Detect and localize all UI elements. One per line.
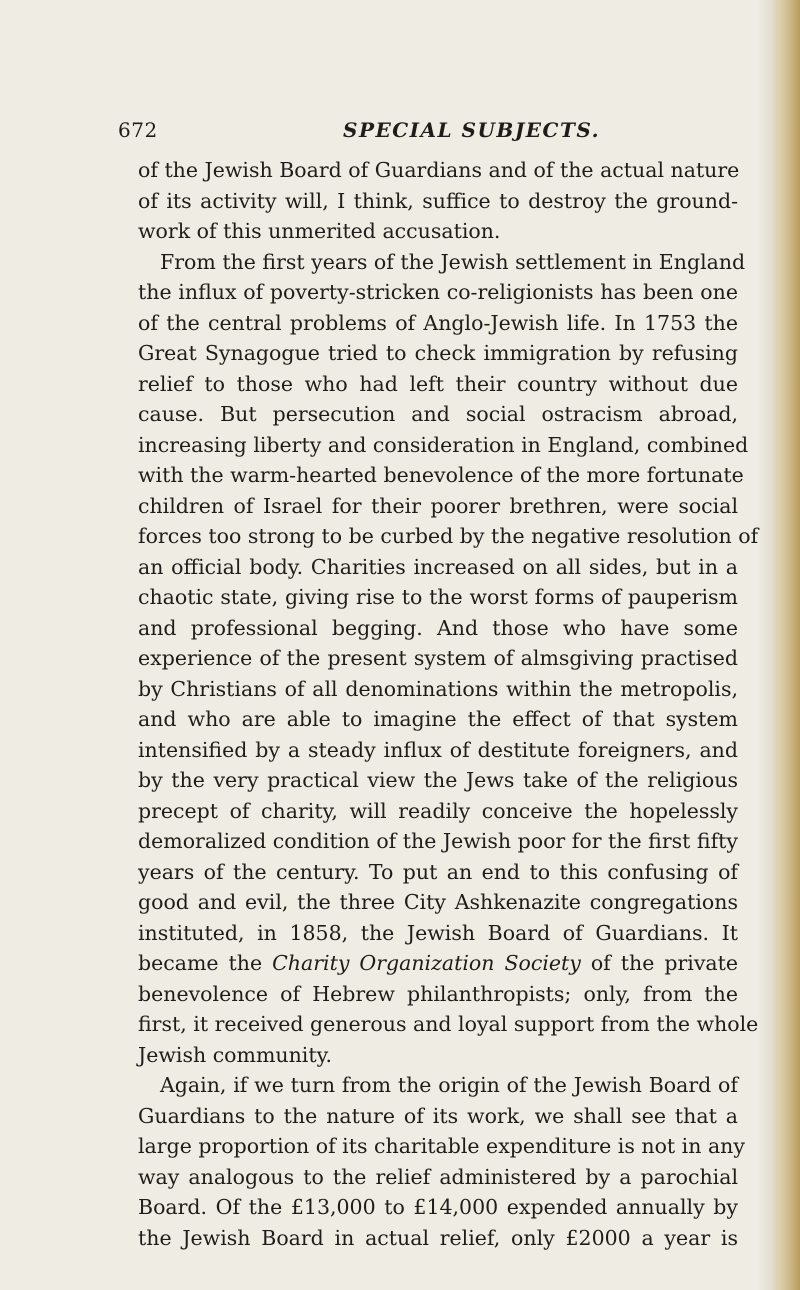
text-line: by Christians of all denominations within the metropolis,: [138, 676, 738, 701]
text-line: Board. Of the £13,000 to £14,000 expended annually by: [138, 1195, 738, 1219]
text-line: way analogous to the relief administered by a parochial: [138, 1164, 738, 1189]
text-fragment: of the private: [580, 951, 738, 975]
text-line: years of the century. To put an end to this confusing of: [138, 859, 738, 884]
text-line: the influx of poverty-stricken co-religionists has been one: [138, 280, 738, 304]
text-line: good and evil, the three City Ashkenazite congregations: [138, 890, 738, 914]
page-number: 672: [118, 118, 158, 142]
running-title: SPECIAL SUBJECTS.: [343, 118, 601, 142]
text-line: forces too strong to be curbed by the negative resolution of: [138, 524, 759, 548]
page-edge-shadow: [758, 0, 770, 1290]
text-line: instituted, in 1858, the Jewish Board of Guardians. It: [138, 920, 738, 945]
italic-society-name: Charity Organization Society: [272, 951, 581, 975]
page-edge: [770, 0, 800, 1290]
text-line: increasing liberty and consideration in England, combined: [138, 432, 749, 457]
text-line: by the very practical view the Jews take of the religious: [138, 768, 738, 792]
text-line: demoralized condition of the Jewish poor for the first fifty: [138, 829, 738, 853]
text-line: large proportion of its charitable expenditure is not in any: [138, 1134, 745, 1158]
text-line: first, it received generous and loyal support from the whole: [138, 1012, 759, 1036]
text-line: the Jewish Board in actual relief, only £2000 a year is: [138, 1225, 738, 1250]
text-line: benevolence of Hebrew philanthropists; only, from the: [138, 981, 738, 1006]
text-line-mixed: [138, 948, 738, 979]
text-line: From the first years of the Jewish settlement in England: [160, 249, 746, 274]
text-line: precept of charity, will readily conceive the hopelessly: [138, 798, 738, 823]
text-line: of the central problems of Anglo-Jewish life. In 1753 the: [138, 310, 738, 335]
running-head: [118, 118, 758, 146]
text-line: Great Synagogue tried to check immigration by refusing: [138, 341, 738, 365]
text-line: cause. But persecution and social ostracism abroad,: [138, 402, 738, 426]
text-line: Jewish community.: [138, 1042, 332, 1067]
text-fragment: became the: [138, 951, 273, 975]
text-line: Guardians to the nature of its work, we shall see that a: [138, 1103, 738, 1128]
text-line: intensified by a steady influx of destitute foreigners, and: [138, 737, 738, 762]
text-line: and professional begging. And those who have some: [138, 615, 738, 640]
body-text: [138, 155, 759, 1253]
text-line: with the warm-hearted benevolence of the more fortunate: [138, 463, 744, 487]
text-line: Again, if we turn from the origin of the Jewish Board of: [160, 1073, 738, 1097]
text-line: and who are able to imagine the effect of that system: [138, 707, 738, 731]
text-line: children of Israel for their poorer brethren, were social: [138, 493, 738, 518]
text-line: relief to those who had left their country without due: [138, 371, 738, 396]
text-line: of the Jewish Board of Guardians and of the actual nature: [138, 158, 740, 182]
text-line: of its activity will, I think, suffice to destroy the ground-: [138, 188, 738, 213]
text-line: an official body. Charities increased on all sides, but in a: [138, 554, 738, 579]
text-line: experience of the present system of almsgiving practised: [138, 646, 738, 670]
text-line: work of this unmerited accusation.: [138, 219, 501, 243]
text-line: chaotic state, giving rise to the worst forms of pauperism: [138, 585, 738, 609]
